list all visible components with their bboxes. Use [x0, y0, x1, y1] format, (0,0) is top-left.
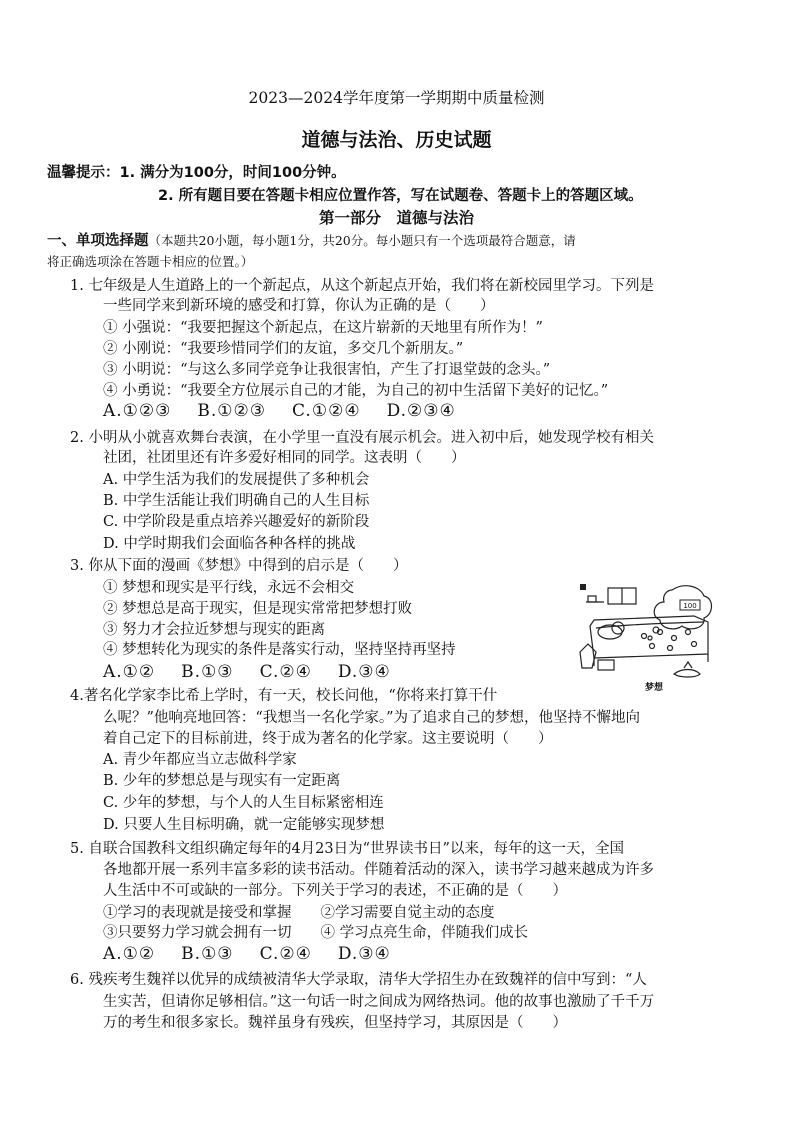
tips-label: 温馨提示：	[47, 165, 120, 181]
q5-options-1-2: ①学习的表现就是接受和掌握 ②学习需要自觉主动的态度	[103, 905, 495, 921]
q4-option-c: C. 少年的梦想，与个人的人生目标紧密相连	[103, 795, 384, 811]
section1-line-1	[47, 231, 576, 251]
q6-line-2: 生实苦，但请你足够相信。”这一句话一时之间成为网络热词。他的故事也激励了千千万	[103, 994, 655, 1010]
part1-title: 第一部分 道德与法治	[318, 209, 474, 227]
q3-answers	[103, 662, 417, 682]
q2-line-1: 2. 小明从小就喜欢舞台表演，在小学里一直没有展示机会。进入初中后，她发现学校有相关	[70, 430, 654, 446]
q1-line-1: 1. 七年级是人生道路上的一个新起点，从这个新起点开始，我们将在新校园里学习。下列是	[70, 278, 654, 294]
q2-option-c: C. 中学阶段是重点培养兴趣爱好的新阶段	[103, 514, 370, 530]
q1-answer-b: B.①②③	[197, 401, 267, 421]
q1-answer-d: D.②③④	[386, 401, 456, 421]
q3-line-1: 3. 你从下面的漫画《梦想》中得到的启示是（ ）	[70, 558, 408, 574]
q1-line-2: 一些同学来到新环境的感受和打算，你认为正确的是（ ）	[103, 298, 495, 314]
q2-option-a: A. 中学生活为我们的发展提供了多种机会	[103, 472, 370, 488]
section1-instr-1: （本题共20小题，每小题1分，共20分。每小题只有一个选项最符合题意，请	[148, 233, 576, 248]
q2-option-b: B. 中学生活能让我们明确自己的人生目标	[103, 493, 370, 509]
q3-answer-b: B.①③	[181, 662, 234, 682]
q1-answer-c: C.①②④	[292, 401, 361, 421]
subject-title: 道德与法治、历史试题	[301, 129, 492, 151]
q5-answer-b: B.①③	[181, 944, 234, 964]
section1-heading: 一、单项选择题	[47, 233, 149, 249]
q1-option-3: ③ 小明说：“与这么多同学竞争让我很害怕，产生了打退堂鼓的念头。”	[103, 362, 551, 378]
q1-option-4: ④ 小勇说：“我要全方位展示自己的才能，为自己的初中生活留下美好的记忆。”	[103, 383, 609, 399]
q6-line-1: 6. 残疾考生魏祥以优异的成绩被清华大学录取，清华大学招生办在致魏祥的信中写到：“人	[70, 972, 647, 988]
q5-line-1: 5. 自联合国教科文组织确定每年的4月23日为“世界读书日”以来，每年的这一天，全国	[70, 841, 624, 857]
q1-answers	[103, 401, 482, 421]
q3-answer-c: C.②④	[259, 662, 312, 682]
q4-option-b: B. 少年的梦想总是与现实有一定距离	[103, 773, 341, 789]
q5-options-3-4: ③只要努力学习就会拥有一切 ④ 学习点亮生命，伴随我们成长	[103, 925, 529, 941]
q4-option-a: A. 青少年都应当立志做科学家	[103, 752, 297, 768]
q5-answer-d: D.③④	[337, 944, 391, 964]
tip-2: 2. 所有题目要在答题卡相应位置作答，写在试题卷、答题卡上的答题区域。	[158, 188, 643, 204]
q3-option-4: ④ 梦想转化为现实的条件是落实行动，坚持坚持再坚持	[103, 642, 456, 658]
q1-option-1: ① 小强说：“我要把握这个新起点，在这片崭新的天地里有所作为！”	[103, 320, 543, 336]
q5-answer-a: A.①②	[103, 944, 156, 964]
q2-option-d: D. 中学时期我们会面临各种各样的挑战	[103, 536, 356, 552]
q3-option-2: ② 梦想总是高于现实，但是现实常常把梦想打败	[103, 601, 413, 617]
q3-answer-d: D.③④	[337, 662, 391, 682]
q4-option-d: D. 只要人生目标明确，就一定能够实现梦想	[103, 817, 385, 833]
q2-line-2: 社团，社团里还有许多爱好相同的同学。这表明（ ）	[103, 450, 466, 466]
q5-answers	[103, 944, 417, 964]
tip-1: 1. 满分为100分，时间100分钟。	[119, 165, 346, 181]
q5-line-2: 各地都开展一系列丰富多彩的读书活动。伴随着活动的深入，读书学习越来越成为许多	[103, 862, 654, 878]
section1-instr-2: 将正确选项涂在答题卡相应的位置。）	[47, 254, 254, 269]
q4-line-1: 4.著名化学家李比希上学时，有一天，校长问他，“你将来打算干什	[70, 688, 498, 704]
cartoon-caption: 梦想	[644, 683, 664, 693]
q4-line-3: 着自己定下的目标前进，终于成为著名的化学家。这主要说明（ ）	[103, 731, 553, 747]
q6-line-3: 万的考生和很多家长。魏祥虽身有残疾，但坚持学习，其原因是（ ）	[103, 1015, 567, 1031]
q5-answer-c: C.②④	[259, 944, 312, 964]
q4-line-2: 么呢？”他响亮地回答：“我想当一名化学家。”为了追求自己的梦想，他坚持不懈地向	[103, 710, 640, 726]
dream-cartoon-illustration	[574, 582, 716, 694]
cartoon-sign-text: 100	[683, 602, 697, 610]
q3-option-1: ① 梦想和现实是平行线，永远不会相交	[103, 580, 355, 596]
q3-option-3: ③ 努力才会拉近梦想与现实的距离	[103, 622, 326, 638]
q3-answer-a: A.①②	[103, 662, 156, 682]
q1-option-2: ② 小刚说：“我要珍惜同学们的友谊，多交几个新朋友。”	[103, 341, 464, 357]
tips-line-1	[47, 163, 346, 183]
q5-line-3: 人生活中不可或缺的一部分。下列关于学习的表述，不正确的是（ ）	[103, 883, 567, 899]
q1-answer-a: A.①②③	[103, 401, 172, 421]
exam-title: 2023—2024学年度第一学期期中质量检测	[248, 89, 545, 107]
